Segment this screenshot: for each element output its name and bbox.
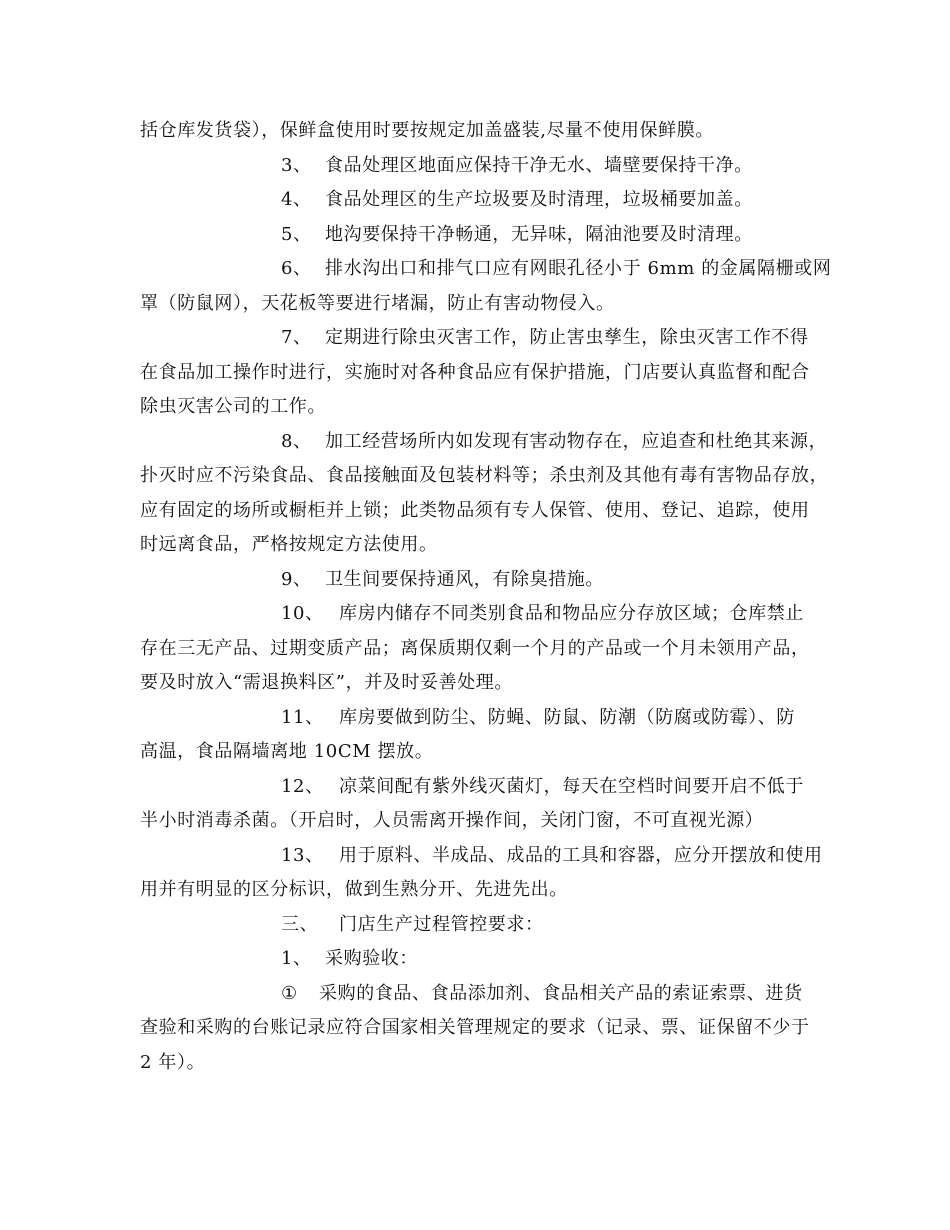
text-line: 用并有明显的区分标识，做到生熟分开、先进先出。 [140, 879, 568, 900]
item-number: 13、 [281, 845, 324, 866]
list-item-4: 4、 食品处理区的生产垃圾要及时清理，垃圾桶要加盖。 [281, 187, 753, 213]
item-number: 12、 [281, 776, 324, 797]
circled-number: ① [281, 983, 298, 1004]
item-number: 5、 [281, 224, 312, 245]
list-item-3: 3、 食品处理区地面应保持干净无水、墙壁要保持干净。 [281, 153, 753, 179]
list-item-10: 10、 库房内储存不同类别食品和物品应分存放区域；仓库禁止 [281, 601, 804, 627]
text-line: 除虫灭害公司的工作。 [140, 396, 326, 417]
text-line: 半小时消毒杀菌。（开启时，人员需离开操作间，关闭门窗，不可直视光源） [140, 810, 764, 831]
item-number: 7、 [281, 327, 312, 348]
item-number: 9、 [281, 569, 312, 590]
section-heading-3: 三、 门店生产过程管控要求： [281, 912, 544, 938]
list-item-7: 7、 定期进行除虫灭害工作，防止害虫孳生，除虫灭害工作不得 [281, 325, 809, 351]
text-line: 在食品加工操作时进行，实施时对各种食品应有保护措施，门店要认真监督和配合 [140, 362, 810, 383]
text-line: 查验和采购的台账记录应符合国家相关管理规定的要求（记录、票、证保留不少于 [140, 1017, 810, 1038]
text-line: 括仓库发货袋），保鲜盒使用时要按规定加盖盛装,尽量不使用保鲜膜。 [140, 120, 714, 141]
list-item-12: 12、 凉菜间配有紫外线灭菌灯，每天在空档时间要开启不低于 [281, 774, 804, 800]
text-line: 存在三无产品、过期变质产品；离保质期仅剩一个月的产品或一个月未领用产品， [140, 638, 810, 659]
item-number: 4、 [281, 189, 312, 210]
text-line: 时远离食品，严格按规定方法使用。 [140, 534, 438, 555]
subsection-1: 1、 采购验收： [281, 946, 418, 972]
list-item-13: 13、 用于原料、半成品、成品的工具和容器，应分开摆放和使用 [281, 843, 823, 869]
text-line: 高温，食品隔墙离地 10CM 摆放。 [140, 741, 434, 762]
list-item-5: 5、 地沟要保持干净畅通，无异味，隔油池要及时清理。 [281, 222, 753, 248]
text-line: 扑灭时应不污染食品、食品接触面及包装材料等；杀虫剂及其他有毒有害物品存放， [140, 465, 829, 486]
item-number: 10、 [281, 603, 324, 624]
item-number: 1、 [281, 948, 312, 969]
list-item-6: 6、 排水沟出口和排气口应有网眼孔径小于 6mm 的金属隔栅或网 [281, 256, 831, 282]
text-line: 要及时放入“需退换料区”，并及时妥善处理。 [140, 672, 514, 693]
text-line: 2 年）。 [140, 1052, 206, 1073]
sub-item-1: ① 采购的食品、食品添加剂、食品相关产品的索证索票、进货 [281, 981, 803, 1007]
item-number: 6、 [281, 258, 312, 279]
text-line: 罩（防鼠网），天花板等要进行堵漏，防止有害动物侵入。 [140, 293, 615, 314]
item-number: 3、 [281, 155, 312, 176]
list-item-9: 9、 卫生间要保持通风，有除臭措施。 [281, 567, 604, 593]
text-line: 应有固定的场所或橱柜并上锁；此类物品须有专人保管、使用、登记、追踪，使用 [140, 500, 810, 521]
item-number: 11、 [281, 707, 324, 728]
list-item-11: 11、 库房要做到防尘、防蝇、防鼠、防潮（防腐或防霉）、防 [281, 705, 795, 731]
list-item-8: 8、 加工经营场所内如发现有害动物存在，应追查和杜绝其来源， [281, 429, 827, 455]
section-number: 三、 [281, 914, 319, 935]
item-number: 8、 [281, 431, 312, 452]
